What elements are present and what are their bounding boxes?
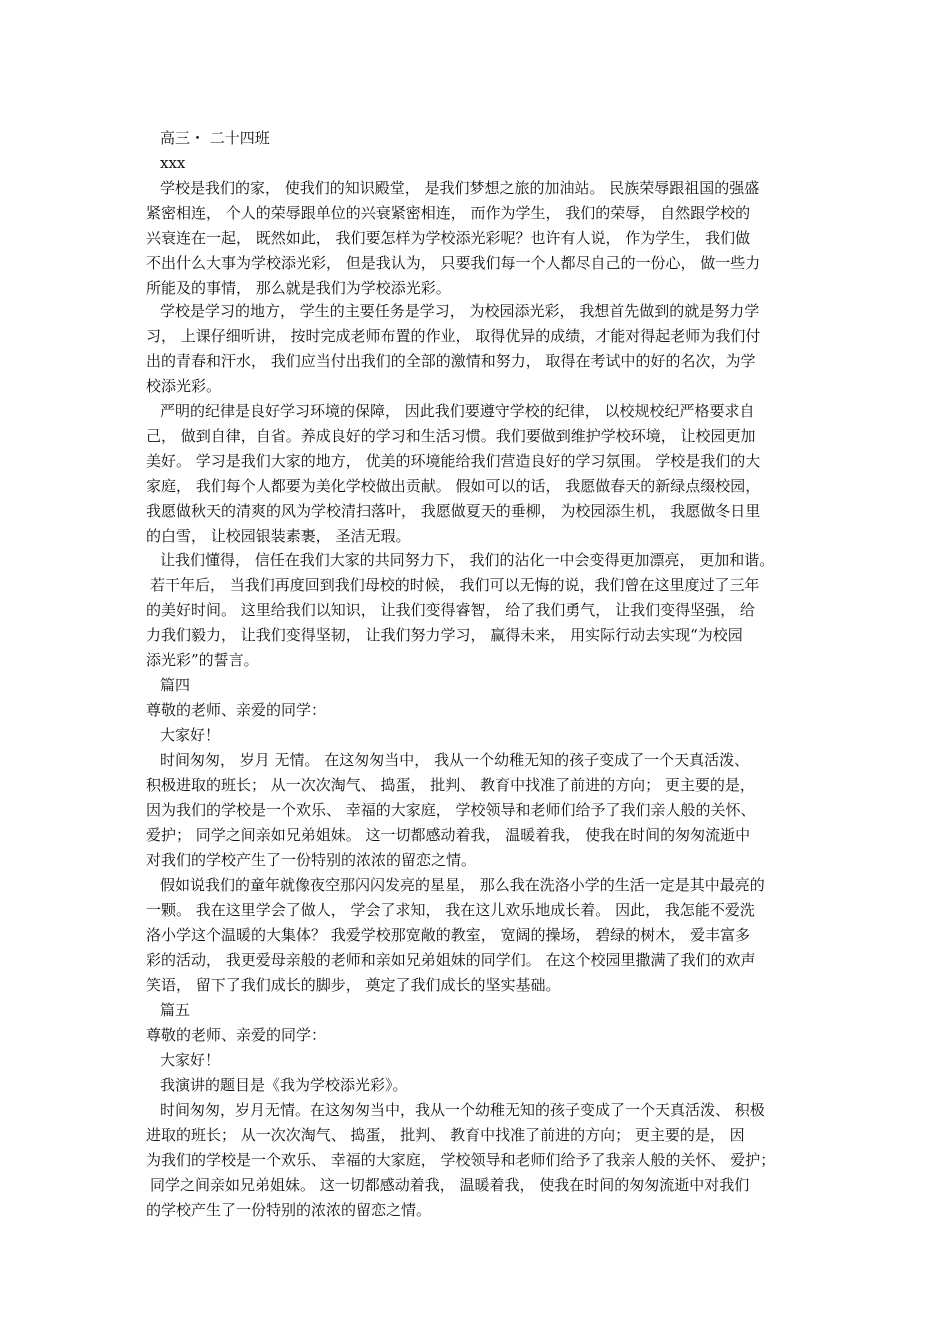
class-heading: 高三・ 二十四班 [160, 129, 270, 147]
greeting: 大家好！ [160, 726, 221, 744]
text-line: 习， 上课仔细听讲， 按时完成老师布置的作业， 取得优异的成绩，才能对得起老师为我们付 [146, 327, 761, 345]
text-line: 若干年后， 当我们再度回到我们母校的时候， 我们可以无悔的说，我们曾在这里度过了三年 [150, 576, 760, 594]
text-line: 时间匆匆，岁月无情。在这匆匆当中，我从一个幼稚无知的孩子变成了一个天真活泼、 积极 [160, 1101, 765, 1119]
section-heading-5: 篇五 [160, 1001, 191, 1019]
text-line: 一颗。 我在这里学会了做人， 学会了求知， 我在这儿欢乐地成长着。 因此， 我怎能不爱洗 [146, 901, 755, 919]
text-line: 出的青春和汗水， 我们应当付出我们的全部的激情和努力， 取得在考试中的好的名次，为学 [146, 352, 756, 370]
text-line: 时间匆匆， 岁月 无情。 在这匆匆当中， 我从一个幼稚无知的孩子变成了一个天真活泼、 [160, 751, 750, 769]
text-line: 学校是我们的家， 使我们的知识殿堂， 是我们梦想之旅的加油站。 民族荣辱跟祖国的强盛 [160, 179, 760, 197]
text-line: 己， 做到自律，自省。养成良好的学习和生活习惯。我们要做到维护学校环境， 让校园更加 [146, 427, 756, 445]
author-name: xxx [160, 154, 186, 172]
text-line: 家庭， 我们每个人都要为美化学校做出贡献。 假如可以的话， 我愿做春天的新绿点缀校园， [146, 477, 761, 495]
text-line: 的白雪， 让校园银装素裹， 圣洁无瑕。 [146, 527, 411, 545]
text-line: 所能及的事情， 那么就是我们为学校添光彩。 [146, 279, 451, 297]
text-line: 的学校产生了一份特别的浓浓的留恋之情。 [146, 1201, 432, 1219]
text-line: 对我们的学校产生了一份特别的浓浓的留恋之情。 [146, 851, 477, 869]
text-line: 因为我们的学校是一个欢乐、 幸福的大家庭， 学校领导和老师们给予了我们亲人般的关怀、 [146, 801, 756, 819]
text-line: 美好。 学习是我们大家的地方， 优美的环境能给我们营造良好的学习氛围。 学校是我们的大 [146, 452, 761, 470]
text-line: 彩的活动， 我更爱母亲般的老师和亲如兄弟姐妹的同学们。 在这个校园里撒满了我们的欢声 [146, 951, 756, 969]
text-line: 我愿做秋天的清爽的风为学校清扫落叶， 我愿做夏天的垂柳， 为校园添生机， 我愿做冬日里 [146, 502, 761, 520]
text-line: 的美好时间。 这里给我们以知识， 让我们变得睿智， 给了我们勇气， 让我们变得坚强， 给 [146, 601, 755, 619]
text-line: 洛小学这个温暖的大集体？ 我爱学校那宽敞的教室， 宽阔的操场， 碧绿的树木， 爱丰富多 [146, 926, 751, 944]
text-line: 积极进取的班长； 从一次次淘气、 捣蛋， 批判、 教育中找准了前进的方向； 更主要的是， [146, 776, 755, 794]
text-line: 假如说我们的童年就像夜空那闪闪发亮的星星， 那么我在洗洛小学的生活一定是其中最亮的 [160, 876, 765, 894]
salutation: 尊敬的老师、亲爱的同学： [146, 1026, 327, 1044]
text-line: 同学之间亲如兄弟姐妹。 这一切都感动着我， 温暖着我， 使我在时间的匆匆流逝中对我们 [150, 1176, 750, 1194]
text-line: 笑语， 留下了我们成长的脚步， 奠定了我们成长的坚实基础。 [146, 976, 561, 994]
text-line: 兴衰连在一起， 既然如此， 我们要怎样为学校添光彩呢？也许有人说， 作为学生， 我们做 [146, 229, 751, 247]
text-line: 为我们的学校是一个欢乐、 幸福的大家庭， 学校领导和老师们给予了我亲人般的关怀、 爱护； [146, 1151, 776, 1169]
text-line: 爱护； 同学之间亲如兄弟姐妹。 这一切都感动着我， 温暖着我， 使我在时间的匆匆流逝中 [146, 826, 751, 844]
salutation: 尊敬的老师、亲爱的同学： [146, 701, 327, 719]
text-line: 进取的班长； 从一次次淘气、 捣蛋， 批判、 教育中找准了前进的方向； 更主要的是， 因 [146, 1126, 745, 1144]
text-line: 不出什么大事为学校添光彩， 但是我认为， 只要我们每一个人都尽自己的一份心， 做一些力 [146, 254, 761, 272]
speech-topic: 我演讲的题目是《我为学校添光彩》。 [160, 1076, 408, 1094]
text-line: 让我们懂得， 信任在我们大家的共同努力下， 我们的沾化一中会变得更加漂亮， 更加和谐。 [160, 551, 775, 569]
text-line: 紧密相连， 个人的荣辱跟单位的兴衰紧密相连， 而作为学生， 我们的荣辱， 自然跟学校的 [146, 204, 751, 222]
text-line: 严明的纪律是良好学习环境的保障， 因此我们要遵守学校的纪律， 以校规校纪严格要求自 [160, 402, 755, 420]
text-line: 校添光彩。 [146, 377, 222, 395]
text-line: 添光彩”的誓言。 [146, 651, 259, 669]
text-line: 学校是学习的地方， 学生的主要任务是学习， 为校园添光彩， 我想首先做到的就是努力学 [160, 302, 760, 320]
greeting: 大家好！ [160, 1051, 221, 1069]
text-line: 力我们毅力， 让我们变得坚韧， 让我们努力学习， 赢得未来， 用实际行动去实现“为校园 [146, 626, 743, 644]
section-heading-4: 篇四 [160, 676, 191, 694]
